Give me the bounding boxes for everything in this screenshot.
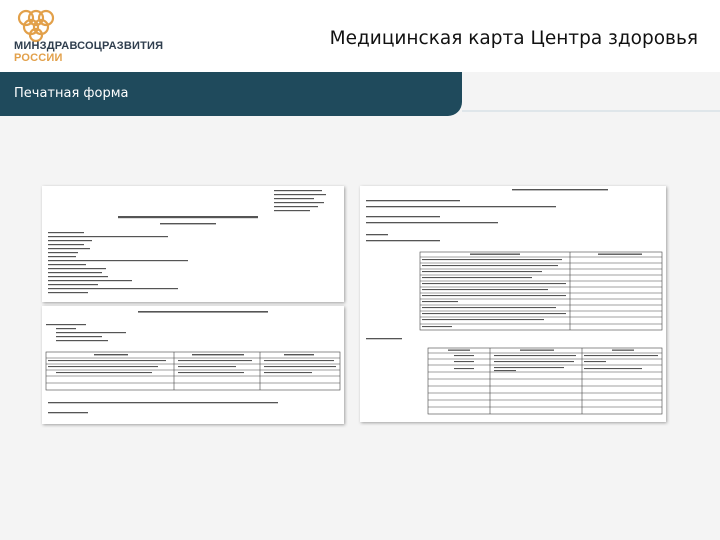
section-banner: [0, 72, 462, 116]
divider: [462, 110, 720, 112]
logo-line-2: РОССИИ: [14, 52, 63, 64]
page-title: Медицинская карта Центра здоровья: [329, 28, 698, 49]
ministry-logo-text: [14, 40, 163, 64]
page-3-content: [360, 186, 666, 422]
header: [0, 0, 720, 72]
print-form-page-1: [42, 186, 344, 302]
logo-line-1: МИНЗДРАВСОЦРАЗВИТИЯ: [14, 40, 164, 52]
print-form-page-3: [360, 186, 666, 422]
rings-emblem-icon: [12, 8, 92, 42]
banner-label: Печатная форма: [14, 86, 129, 101]
page-1-text-lines: [42, 186, 344, 302]
page-2-content: [42, 306, 344, 424]
print-form-page-2: [42, 306, 344, 424]
